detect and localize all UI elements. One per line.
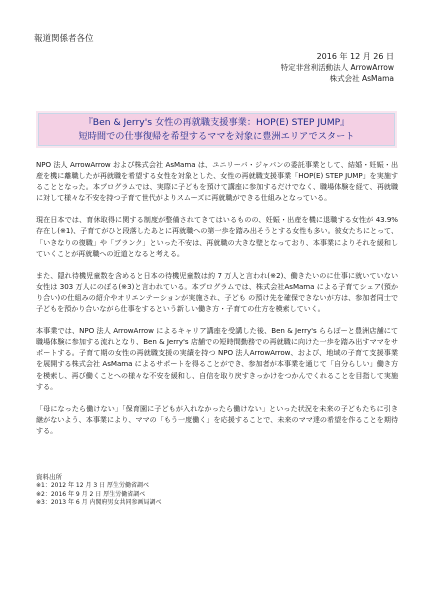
source-note-2: ※2：2016 年 9 月 2 日 厚生労働省調べ [36,490,146,498]
paragraph-4: 本事業では、NPO 法人 ArrowArrow によるキャリア講座を受講した後、Ben & Jerry's ららぽーと豊洲店舗にて職場体験に参加する流れとなり、Ben & Jerry's 店舗での短時間勤務での再就職に向けた一歩を踏み出すママをサポートする。子育て期の女性の再就職支援の実績を持つ NPO 法人ArrowArrow、および、地域の子育て支援事業を展開する株式会社 AsMama によるサポートを得ることができ、参加者が本事業を通じて「自分らしい」働き方を模索し、再び働くことへの様々な不安を緩和し、自信を取り戻すきっかけをつかんでくれることを目指して実施する。 [36,326,398,391]
sources-heading: 資料出所 [36,473,62,481]
source-note-3: ※3：2013 年 6 月 内閣府男女共同参画局調べ [36,499,162,507]
issuer-org-asmama: 株式会社 AsMama [329,74,394,83]
headline-subtitle: 短時間での仕事復帰を希望するママを対象に豊洲エリアでスタート [78,131,355,142]
paragraph-2: 現在日本では、育休取得に関する制度が整備されてきてはいるものの、妊娠・出産を機に退職する女性が 43.9%存在し(※1)、子育てがひと段落したあとに再就職への第一歩を踏み出そうとする女性も多い。彼女たちにとって、「いきなりの復職」や「ブランク」といった不安は、再就職の大きな壁となっており、本事業によりそれを緩和していくことが再就職への近道となると考える。 [36,215,398,258]
issuer-block [281,51,394,84]
article-body [36,159,398,447]
paragraph-5: 「母になったら働けない」「保育園に子どもが入れなかったら働けない」といった状況を未来の子どもたちに引き継がないよう、本事業により、ママの「もう一度働く」を応援することで、未来のママ達の希望を作ることを期待する。 [36,403,398,435]
paragraph-1: NPO 法人 ArrowArrow および株式会社 AsMama は、ユニリーバ・ジャパンの委託事業として、結婚・妊娠・出産を機に離職したが再就職を希望する女性を対象とした、女性の再就職支援事業「HOP(E) STEP JUMP」を実施することとなった。本プログラムでは、実際に子どもを預けて講座に参加するだけでなく、職場体験を経て、再就職に対して様々な不安を持つ子育て世代がよりスムーズに再就職ができる仕組みとなっている。 [36,160,398,203]
issuer-org-arrowarrow: 特定非営利活動法人 ArrowArrow [280,63,394,72]
sources-section [36,473,162,508]
source-note-1: ※1：2012 年 12 月 3 日 厚生労働省調べ [36,482,150,490]
headline-title: 『Ben & Jerry's 女性の再就職支援事業：HOP(E) STEP JUMP』 [83,117,350,128]
paragraph-3: また、隠れ待機児童数を含めると日本の待機児童数は約 7 万人と言われ(※2)、働きたいのに仕事に就いていない女性は 303 万人にのぼる(※3)と言われている。本プログラムでは、株式会社AsMama による子育てシェア(預かり合い)の仕組みの紹介やオリエンテーションが実施され、子ども の預け先を確保できないが方は、参加者同士で子どもを預かり合いながら仕事をするという新しい働き方・子育ての仕方を模索していく。 [36,270,398,314]
release-date: 2016 年 12 月 26 日 [316,52,394,61]
headline-banner [38,113,395,146]
recipient-line: 報道関係者各位 [34,34,94,44]
